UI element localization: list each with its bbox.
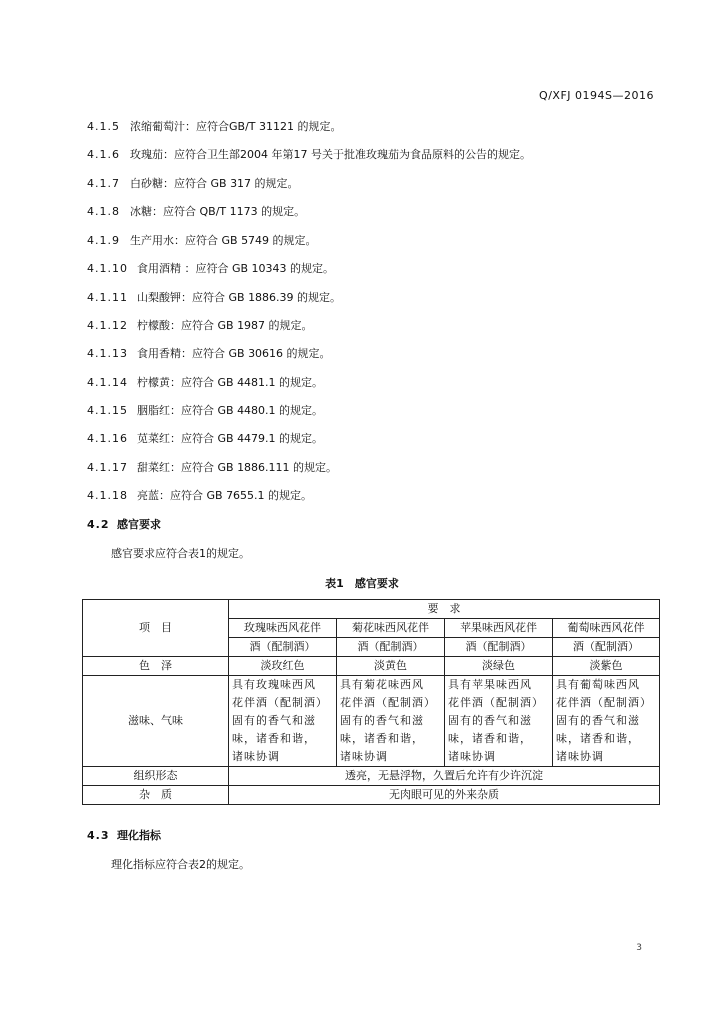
- clause-text: 柠檬黄：应符合 GB 4481.1 的规定。: [137, 376, 324, 389]
- product-header-cell: 菊花味西风花伴: [337, 619, 445, 638]
- clause-number: 4.1.9: [87, 234, 120, 247]
- clause-4-1-16: [87, 432, 323, 446]
- clause-number: 4.1.10: [87, 262, 128, 275]
- product-header-cell: 玫瑰味西风花伴: [229, 619, 337, 638]
- taste-line: 具有苹果味西风: [448, 678, 532, 691]
- clause-text: 食用酒精 ：应符合 GB 10343 的规定。: [137, 262, 335, 275]
- taste-line: 诸味协调: [340, 750, 388, 763]
- taste-line: 固有的香气和滋: [556, 714, 640, 727]
- table-row: [83, 767, 660, 786]
- clause-text: 玫瑰茄：应符合卫生部2004 年第17 号关于批准玫瑰茄为食品原料的公告的规定。: [130, 148, 531, 161]
- clause-4-1-7: [87, 177, 299, 191]
- section-4-3-paragraph: 理化指标应符合表2的规定。: [111, 858, 250, 871]
- section-title: 理化指标: [117, 829, 161, 842]
- clause-number: 4.1.7: [87, 177, 120, 190]
- taste-line: 花伴酒（配制酒）: [232, 696, 328, 709]
- taste-line: 固有的香气和滋: [448, 714, 532, 727]
- clause-number: 4.1.13: [87, 347, 128, 360]
- section-heading-4-2: [87, 518, 161, 532]
- clause-4-1-5: [87, 120, 341, 134]
- table-caption: 表1 感官要求: [325, 577, 399, 590]
- product-header-cell: 酒（配制酒）: [229, 638, 337, 657]
- table-row: [83, 676, 660, 767]
- clause-text: 甜菜红：应符合 GB 1886.111 的规定。: [137, 461, 338, 474]
- clause-number: 4.1.17: [87, 461, 128, 474]
- clause-text: 胭脂红：应符合 GB 4480.1 的规定。: [137, 404, 324, 417]
- taste-line: 味，诸香和谐，: [340, 732, 424, 745]
- section-heading-4-3: [87, 829, 161, 843]
- requirement-header-cell: 要 求: [229, 600, 660, 619]
- taste-line: 花伴酒（配制酒）: [448, 696, 544, 709]
- clause-4-1-9: [87, 234, 317, 248]
- section-title: 感官要求: [117, 518, 161, 531]
- clause-text: 生产用水：应符合 GB 5749 的规定。: [130, 234, 317, 247]
- taste-line: 具有玫瑰味西风: [232, 678, 316, 691]
- taste-line: 固有的香气和滋: [232, 714, 316, 727]
- product-header-cell: 苹果味西风花伴: [445, 619, 553, 638]
- clause-number: 4.1.12: [87, 319, 128, 332]
- clause-4-1-17: [87, 461, 337, 475]
- section-number: 4.2: [87, 518, 110, 531]
- taste-line: 花伴酒（配制酒）: [556, 696, 652, 709]
- taste-value-cell: [229, 676, 337, 767]
- page-number: 3: [636, 943, 642, 953]
- clause-number: 4.1.14: [87, 376, 128, 389]
- clause-4-1-6: [87, 148, 531, 162]
- clause-4-1-18: [87, 489, 312, 503]
- taste-line: 具有菊花味西风: [340, 678, 424, 691]
- clause-text: 冰糖：应符合 QB/T 1173 的规定。: [130, 205, 306, 218]
- color-value-cell: 淡黄色: [337, 657, 445, 676]
- product-header-cell: 酒（配制酒）: [337, 638, 445, 657]
- taste-line: 固有的香气和滋: [340, 714, 424, 727]
- color-value-cell: 淡玫红色: [229, 657, 337, 676]
- taste-line: 诸味协调: [232, 750, 280, 763]
- table-row: [83, 657, 660, 676]
- clause-4-1-12: [87, 319, 313, 333]
- clause-number: 4.1.6: [87, 148, 120, 161]
- impurity-label-cell: 杂 质: [83, 786, 229, 805]
- clause-text: 柠檬酸：应符合 GB 1987 的规定。: [137, 319, 313, 332]
- product-header-cell: 酒（配制酒）: [445, 638, 553, 657]
- clause-number: 4.1.16: [87, 432, 128, 445]
- table-row: [83, 600, 660, 619]
- taste-value-cell: [553, 676, 660, 767]
- clause-text: 山梨酸钾：应符合 GB 1886.39 的规定。: [137, 291, 342, 304]
- clause-number: 4.1.18: [87, 489, 128, 502]
- taste-line: 具有葡萄味西风: [556, 678, 640, 691]
- clause-text: 白砂糖：应符合 GB 317 的规定。: [130, 177, 299, 190]
- color-value-cell: 淡紫色: [553, 657, 660, 676]
- taste-line: 味，诸香和谐，: [556, 732, 640, 745]
- impurity-value-cell: 无肉眼可见的外来杂质: [229, 786, 660, 805]
- product-header-cell: 酒（配制酒）: [553, 638, 660, 657]
- table-row: [83, 786, 660, 805]
- clause-text: 亮蓝：应符合 GB 7655.1 的规定。: [137, 489, 313, 502]
- clause-4-1-8: [87, 205, 305, 219]
- taste-label-cell: 滋味、气味: [83, 676, 229, 767]
- sensory-requirements-table: [82, 599, 660, 805]
- clause-4-1-11: [87, 291, 341, 305]
- texture-label-cell: 组织形态: [83, 767, 229, 786]
- taste-line: 诸味协调: [448, 750, 496, 763]
- taste-value-cell: [337, 676, 445, 767]
- section-4-2-paragraph: 感官要求应符合表1的规定。: [111, 547, 250, 560]
- clause-4-1-13: [87, 347, 331, 361]
- clause-text: 苋菜红：应符合 GB 4479.1 的规定。: [137, 432, 324, 445]
- clause-number: 4.1.15: [87, 404, 128, 417]
- texture-value-cell: 透亮，无悬浮物，久置后允许有少许沉淀: [229, 767, 660, 786]
- product-header-cell: 葡萄味西风花伴: [553, 619, 660, 638]
- taste-line: 味，诸香和谐，: [448, 732, 532, 745]
- taste-line: 味，诸香和谐，: [232, 732, 316, 745]
- item-header-cell: 项 目: [83, 600, 229, 657]
- clause-number: 4.1.5: [87, 120, 120, 133]
- clause-4-1-10: [87, 262, 334, 276]
- taste-value-cell: [445, 676, 553, 767]
- standard-code: Q/XFJ 0194S—2016: [539, 89, 654, 102]
- color-value-cell: 淡绿色: [445, 657, 553, 676]
- color-label-cell: 色 泽: [83, 657, 229, 676]
- clause-number: 4.1.11: [87, 291, 128, 304]
- taste-line: 诸味协调: [556, 750, 604, 763]
- clause-text: 浓缩葡萄汁：应符合GB/T 31121 的规定。: [130, 120, 342, 133]
- section-number: 4.3: [87, 829, 110, 842]
- clause-4-1-14: [87, 376, 323, 390]
- taste-line: 花伴酒（配制酒）: [340, 696, 436, 709]
- clause-text: 食用香精：应符合 GB 30616 的规定。: [137, 347, 331, 360]
- clause-4-1-15: [87, 404, 323, 418]
- clause-number: 4.1.8: [87, 205, 120, 218]
